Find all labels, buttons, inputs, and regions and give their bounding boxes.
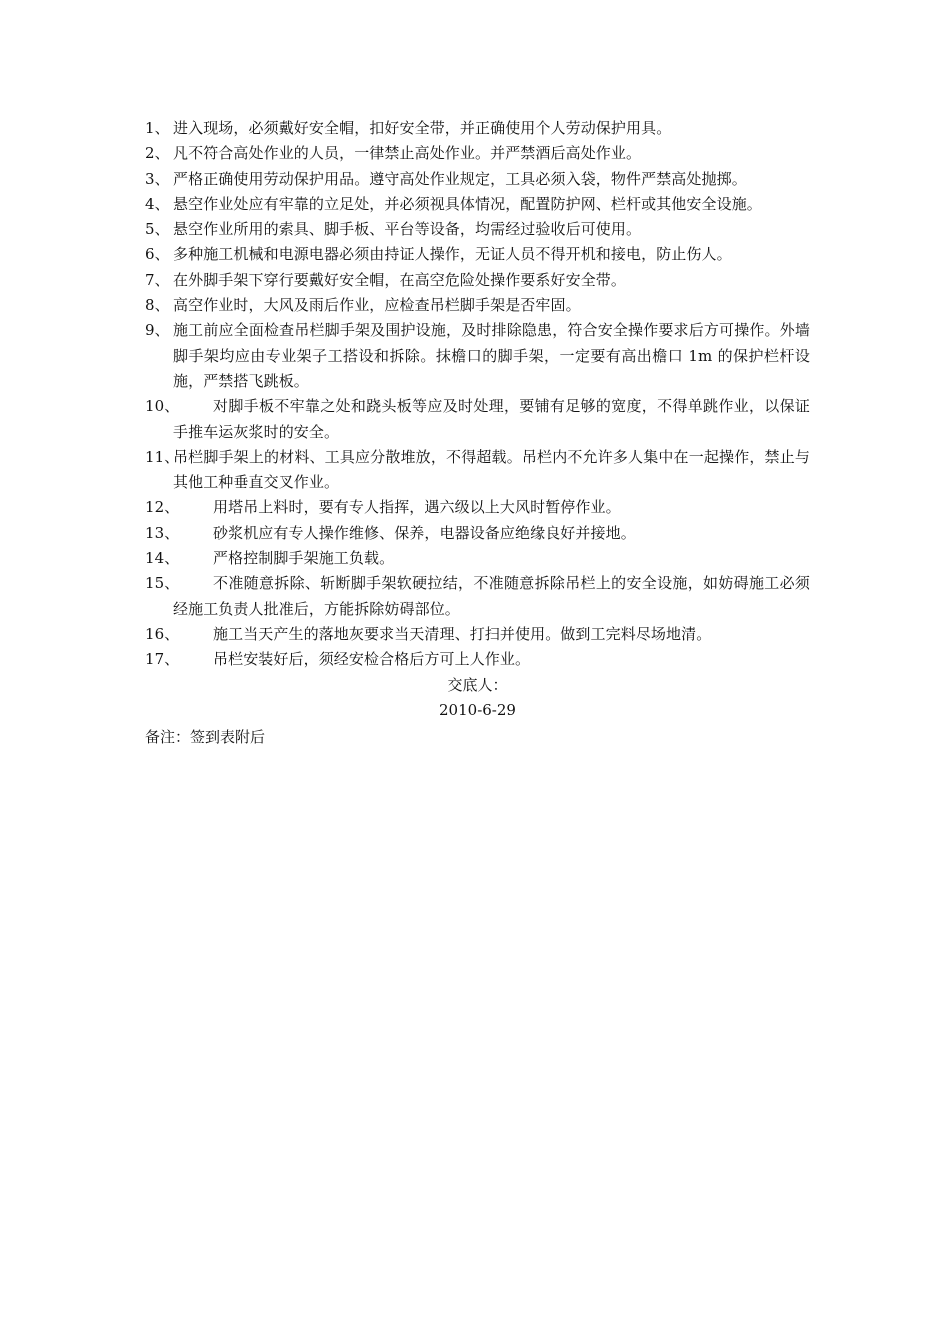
item-number: 13、: [145, 523, 180, 542]
item-number: 5、: [145, 220, 170, 239]
list-item: [145, 167, 810, 192]
list-item: [145, 647, 810, 672]
item-text: 悬空作业处应有牢靠的立足处，并必须视具体情况，配置防护网、栏杆或其他安全设施。: [173, 194, 762, 213]
item-text: 高空作业时，大风及雨后作业，应检查吊栏脚手架是否牢固。: [173, 296, 581, 315]
item-number: 11、: [145, 447, 180, 466]
list-item: [145, 622, 810, 647]
list-item: [145, 242, 810, 267]
item-text: 严格正确使用劳动保护用品。遵守高处作业规定，工具必须入袋，物件严禁高处抛掷。: [173, 169, 747, 188]
list-item: [145, 217, 810, 242]
list-item: [145, 268, 810, 293]
item-text: 砂浆机应有专人操作维修、保养，电器设备应绝缘良好并接地。: [213, 523, 636, 542]
item-number: 1、: [145, 119, 170, 137]
document-date: 2010-6-29: [439, 700, 516, 719]
item-text: 多种施工机械和电源电器必须由持证人操作，无证人员不得开机和接电，防止伤人。: [173, 245, 732, 264]
item-text: 对脚手板不牢靠之处和跷头板等应及时处理，要铺有足够的宽度，不得单跳作业，以保证手推车运灰浆时的安全。: [173, 397, 810, 441]
list-item: [145, 116, 810, 141]
item-number: 3、: [145, 169, 170, 188]
item-number: 16、: [145, 624, 180, 643]
item-text: 施工前应全面检查吊栏脚手架及围护设施，及时排除隐患，符合安全操作要求后方可操作。外墙脚手架均应由专业架子工搭设和拆除。抹檐口的脚手架，一定要有高出檐口 1m 的保护栏杆设施，严禁搭飞跳板。: [173, 321, 810, 390]
item-number: 17、: [145, 650, 180, 669]
item-text: 严格控制脚手架施工负载。: [213, 549, 395, 568]
item-number: 6、: [145, 245, 170, 264]
item-number: 2、: [145, 144, 170, 163]
list-item: [145, 546, 810, 571]
item-number: 12、: [145, 498, 180, 517]
list-item: [145, 495, 810, 520]
list-item: [145, 141, 810, 166]
list-item: [145, 192, 810, 217]
document-body: [145, 116, 810, 750]
item-number: 15、: [145, 574, 180, 593]
list-item: [145, 521, 810, 546]
list-item: [145, 394, 810, 445]
item-text: 凡不符合高处作业的人员，一律禁止高处作业。并严禁酒后高处作业。: [173, 144, 642, 163]
item-text: 进入现场，必须戴好安全帽，扣好安全带，并正确使用个人劳动保护用具。: [173, 119, 672, 137]
list-item: [145, 293, 810, 318]
item-number: 9、: [145, 321, 170, 340]
item-number: 4、: [145, 194, 170, 213]
item-text: 施工当天产生的落地灰要求当天清理、打扫并使用。做到工完料尽场地清。: [213, 624, 712, 643]
item-text: 用塔吊上料时，要有专人指挥，遇六级以上大风时暂停作业。: [213, 498, 621, 517]
item-text: 在外脚手架下穿行要戴好安全帽，在高空危险处操作要系好安全带。: [173, 270, 627, 289]
item-number: 14、: [145, 549, 180, 568]
item-text: 吊栏安装好后，须经安检合格后方可上人作业。: [213, 650, 531, 669]
list-item: [145, 571, 810, 622]
item-text: 不准随意拆除、斩断脚手架软硬拉结，不准随意拆除吊栏上的安全设施，如妨碍施工必须经施工负责人批准后，方能拆除妨碍部位。: [173, 574, 810, 618]
signer-label: 交底人：: [447, 675, 508, 694]
list-item: [145, 318, 810, 394]
item-text: 吊栏脚手架上的材料、工具应分散堆放，不得超载。吊栏内不允许多人集中在一起操作，禁止与其他工种垂直交叉作业。: [173, 447, 810, 492]
remark-note: 备注：签到表附后: [145, 728, 266, 747]
item-text: 悬空作业所用的索具、脚手板、平台等设备，均需经过验收后可使用。: [173, 220, 642, 239]
list-item: [145, 445, 810, 496]
item-number: 8、: [145, 296, 170, 315]
item-number: 7、: [145, 270, 170, 289]
item-number: 10、: [145, 397, 180, 416]
